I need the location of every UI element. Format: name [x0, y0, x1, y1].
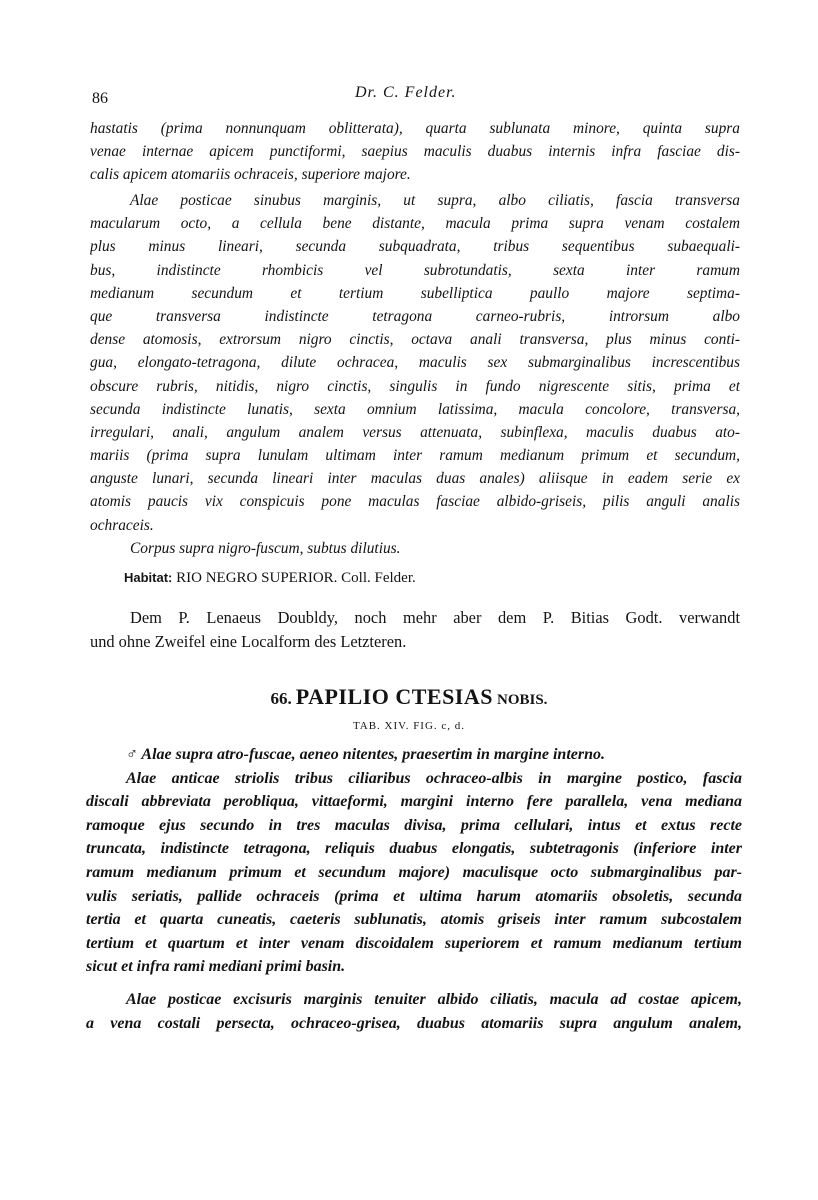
text-line: discali abbreviata perobliqua, vittaeformi, margini interno fere parallela, vena mediana: [86, 793, 742, 811]
text-line: tertia et quarta cuneatis, caeteris sublunatis, atomis griseis inter ramum subcostalem: [86, 911, 742, 929]
text-line: mariis (prima supra lunulam ultimam inter ramum medianum primum et secundum,: [90, 447, 740, 465]
species-heading: [0, 684, 818, 710]
text-line: medianum secundum et tertium subelliptica paullo majore septima-: [90, 284, 740, 302]
text-line: sicut et infra rami mediani primi basin.: [86, 958, 346, 976]
text-line: secunda indistincte lunatis, sexta omnium latissima, macula concolore, transversa,: [90, 400, 740, 418]
text-line: bus, indistincte rhombicis vel subrotundatis, sexta inter ramum: [90, 261, 740, 279]
habitat-text: RIO NEGRO SUPERIOR. Coll. Felder.: [176, 570, 416, 586]
habitat-line: [124, 570, 416, 587]
text-line: irregulari, anali, angulum analem versus attenuata, subinflexa, maculis duabus ato-: [90, 423, 740, 441]
text-line: truncata, indistincte tetragona, reliquis duabus elongatis, subtetragonis (inferiore inter: [86, 840, 742, 858]
text-line: Alae posticae excisuris marginis tenuiter albido ciliatis, macula ad costae apicem,: [126, 991, 742, 1008]
page-number: 86: [92, 90, 108, 107]
text-line: und ohne Zweifel eine Localform des Letzteren.: [90, 632, 407, 651]
paragraph-hindwing: [90, 189, 740, 560]
species-number: 66.: [270, 689, 292, 708]
plate-reference: TAB. XIV. FIG. c, d.: [352, 720, 466, 732]
paragraph-continued: [90, 117, 740, 187]
text-line: ochraceis.: [90, 516, 154, 534]
text-line: dense atomosis, extrorsum nigro cinctis, octava anali transversa, plus minus conti-: [90, 331, 740, 349]
text-line: macularum octo, a cellula bene distante, macula prima supra venam costalem: [90, 215, 740, 233]
text-line: atomis paucis vix conspicuis pone maculas fasciae albido-griseis, pilis anguli analis: [90, 493, 740, 511]
running-head: Dr. C. Felder.: [355, 84, 457, 101]
text-line: hastatis (prima nonnunquam oblitterata), quarta sublunata minore, quinta supra: [90, 120, 740, 137]
species-name: PAPILIO CTESIAS: [295, 684, 493, 709]
habitat-label: Habitat:: [124, 570, 173, 585]
text-line: anguste lunari, secunda lineari inter maculas duas anales) aliisque in eadem serie ex: [90, 470, 740, 488]
species-author: NOBIS.: [497, 692, 548, 708]
corpus-line: Corpus supra nigro-fuscum, subtus dilutius.: [130, 539, 401, 557]
text-line: obscure rubris, nitidis, nigro cinctis, singulis in fundo nigrescente sitis, prima et: [90, 377, 740, 395]
text-line: Dem P. Lenaeus Doubldy, noch mehr aber dem P. Bitias Godt. verwandt: [130, 608, 740, 627]
text-line: ♂ Alae supra atro-fuscae, aeneo nitentes, praesertim in margine interno.: [126, 746, 605, 763]
text-line: Alae anticae striolis tribus ciliaribus ochraceo-albis in margine postico, fascia: [126, 769, 742, 787]
text-line: ramoque ejus secundo in tres maculas divisa, prima cellulari, intus et extus recte: [86, 816, 742, 834]
page-header: [0, 84, 818, 108]
text-line: a vena costali persecta, ochraceo-grisea, duabus atomariis supra angulum analem,: [86, 1014, 742, 1032]
german-remark: [90, 606, 740, 654]
paragraph-male-description: [86, 743, 742, 979]
text-line: plus minus lineari, secunda subquadrata, tribus sequentibus subaequali-: [90, 238, 740, 256]
text-line: calis apicem atomariis ochraceis, superiore majore.: [90, 166, 411, 184]
text-line: venae internae apicem punctiformi, saepius maculis duabus internis infra fasciae dis-: [90, 143, 740, 161]
text-line: Alae posticae sinubus marginis, ut supra, albo ciliatis, fascia transversa: [130, 192, 740, 209]
text-line: tertium et quartum et inter venam discoidalem superiorem et ramum medianum tertium: [86, 934, 742, 952]
text-line: que transversa indistincte tetragona carneo-rubris, introrsum albo: [90, 307, 740, 325]
text-line: gua, elongato-tetragona, dilute ochracea, maculis sex submarginalibus increscentibus: [90, 354, 740, 372]
paragraph-male-hindwing: [86, 988, 742, 1035]
text-line: vulis seriatis, pallide ochraceis (prima et ultima harum atomariis obsoletis, secunda: [86, 887, 742, 905]
text-line: ramum medianum primum et secundum majore) maculisque octo submarginalibus par-: [86, 863, 742, 881]
